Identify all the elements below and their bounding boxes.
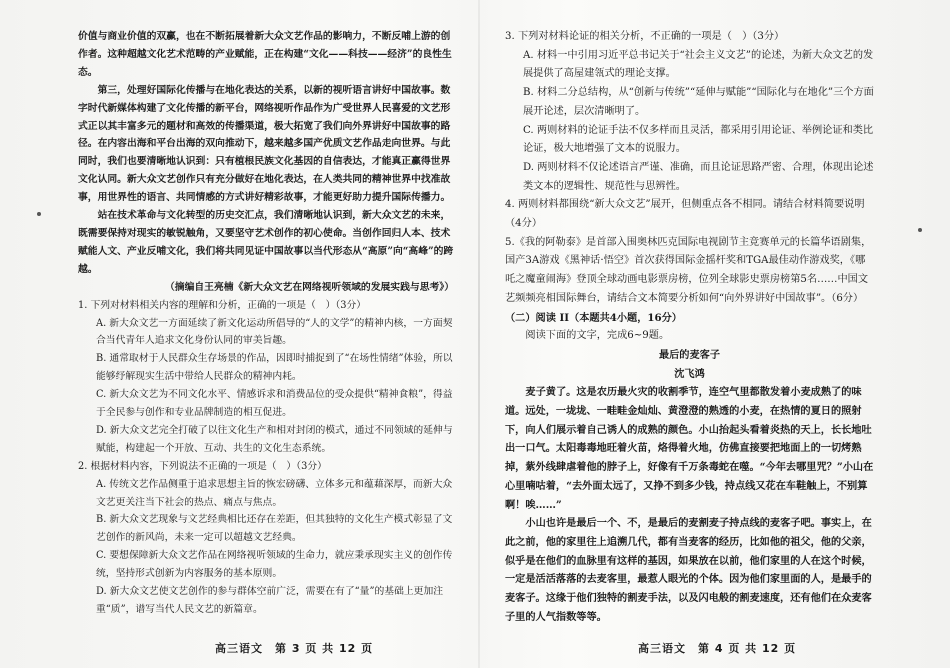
- body-paragraph: 价值与商业价值的双赢，也在不断拓展着新大众文艺作品的影响力，不断反哺上游的创作者。这种超越文化艺术范畴的产业赋能，正在构建“文化——科技——经济”的良性生态。: [78, 31, 452, 78]
- scan-speck: [37, 212, 41, 216]
- question-3-option-b: B. 材料二分总结构，从“创新与传统”“延伸与赋能”“国际化与在地化”三个方面展开论述，层次清晰明了。: [523, 87, 874, 117]
- story-title: 最后的麦客子: [658, 348, 721, 361]
- question-5: 5.《我的阿勒泰》是首部入围奥林匹克国际电视剧节主竞赛单元的长篇华语剧集，国产3A游戏《黑神话·悟空》首次获得国际金摇杆奖和TGA最佳动作游戏奖，《哪吒之魔童闹海》登顶全球动画电影票房榜，位列全球影史票房榜第5名……中国文艺频频亮相国际舞台，请结合文本简要分析如何“向外界讲好中国故事”。（6分）: [505, 236, 872, 304]
- story-author: 沈飞鸿: [674, 367, 705, 380]
- page-footer-left: 高三语文 第 3 页 共 12 页: [215, 642, 374, 655]
- story-paragraph: 麦子黄了。这是农历最火灾的收割季节，连空气里都散发着小麦成熟了的味道。远处，一垅垅、一畦畦金灿灿、黄澄澄的熟透的小麦，在热情的夏日的照射下，向人们展示着自己诱人的成熟的颜色。小山抬起头看着炎热的天上，长长地吐出一口气。太阳毒毒地旺着火苗，烙得着火地，仿佛直接要把地面上的一切烤熟掉，紫外线肆虐着他的脖子上，好像有千万条毒蛇在噬。“今年去哪里咒？”小山在心里喃咕着，“去外面太远了，又挣不到多少钱，持点线又花在车鞋触上，不别算啊！唉……”: [505, 386, 874, 511]
- question-2-option-b: B. 新大众文艺现象与文艺经典相比还存在差距，但其独特的文化生产模式彰显了文艺创作的新风尚，未来一定可以超越文艺经典。: [96, 514, 453, 544]
- question-1-stem: 1. 下列对材料相关内容的理解和分析，正确的一项是（ ）（3分）: [78, 299, 367, 311]
- question-2-option-c: C. 要想保障新大众文艺作品在网络视听领域的生命力，就应秉承现实主义的创作传统，坚持形式创新为内容服务的基本原则。: [96, 550, 453, 580]
- question-1-option-a: A. 新大众文艺一方面延续了新文化运动所倡导的“人的文学”的精神内核，一方面契合当代青年人追求文化身份认同的审美旨趣。: [96, 317, 453, 347]
- question-2-option-a: A. 传统文艺作品侧重于追求思想主旨的恢宏磅礴、立体多元和蕴藉深厚，而新大众文艺更关注当下社会的热点、痛点与焦点。: [96, 478, 453, 508]
- question-1-option-c: C. 新大众文艺为不同文化水平、情感诉求和消费品位的受众提供“精神食粮”，得益于全民参与创作和专业品牌制造的相互促进。: [96, 389, 453, 419]
- story-paragraph: 小山也许是最后一个、不，是最后的麦割麦子持点线的麦客子吧。事实上，在此之前，他的家里往上追溯几代，都有当麦客的经历，比如他的祖父，他的父亲，似乎是在他们的血脉里有这样的基因，如果放在以前，他们家里的人在这个时候，一定是活活落落的去麦客里，最惹人眼光的个体。因为他们家里面的人，是最手的麦客子。这缘于他们独特的割麦手法，以及闪电般的割麦速度，还有他们在众麦客子里的人气指数等等。: [505, 517, 872, 623]
- body-paragraph: 站在技术革命与文化转型的历史交汇点，我们清晰地认识到，新大众文艺的未来，既需要保持对现实的敏锐触角，又要坚守艺术创作的初心使命。当创作回归人本、技术赋能人文、产业反哺文化，我们将共同见证中国故事以当代形态从“高原”向“高峰”的跨越。: [78, 210, 454, 275]
- scan-speck: [918, 228, 922, 232]
- question-3-option-d: D. 两则材料不仅论述语言严谨、准确，而且论证思路严密、合理，体现出论述类文本的逻辑性、规范性与思辨性。: [523, 161, 874, 192]
- question-2-option-d: D. 新大众文艺使文艺创作的参与群体空前广泛，需要在有了“量”的基础上更加注重“质”，谱写当代人民文艺的新篇章。: [96, 586, 444, 615]
- section-heading: （二）阅读 II（本题共4小题，16分）: [505, 311, 682, 324]
- page-4: [505, 28, 874, 628]
- page-3: [78, 28, 454, 628]
- page-footer-right: 高三语文 第 4 页 共 12 页: [638, 642, 797, 655]
- question-2-stem: 2. 根据材料内容，下列说法不正确的一项是（ ）（3分）: [78, 460, 327, 472]
- source-citation: （摘编自王亮楠《新大众文艺在网络视听领域的发展实践与思考》）: [164, 281, 454, 293]
- reading-instruction: 阅读下面的文字，完成6~9题。: [525, 330, 670, 342]
- question-4: 4. 两则材料都围绕“新大众文艺”展开，但侧重点各不相同。请结合材料简要说明（4分）: [505, 199, 865, 230]
- question-3-stem: 3. 下列对材料论证的相关分析，不正确的一项是（ ）（3分）: [505, 31, 785, 42]
- question-1-option-d: D. 新大众文艺完全打破了以往文化生产和相对封闭的模式，通过不同领域的延伸与赋能，构建起一个开放、互动、共生的文化生态系统。: [96, 424, 453, 454]
- body-paragraph: 第三，处理好国际化传播与在地化表达的关系，以新的视听语言讲好中国故事。数字时代新媒体构建了文化传播的新平台，网络视听作品作为广受世界人民喜爱的文艺形式正以其丰富多元的题材和高效的传播渠道，极大拓宽了我们向外界讲好中国故事的路径。在内容出海和平台出海的双向推动下，越来越多国产优质文艺作品走向世界。与此同时，我们也要清晰地认识到：只有植根民族文化基因的自信表达，才能真正赢得世界文化认同。新大众文艺创作只有充分做好在地化表达，在人类共同的精神世界中找准故事，用世界性的语言、共同情感的方式讲好精彩故事，才能更好助力提升国际传播力。: [78, 84, 451, 204]
- question-3-option-a: A. 材料一中引用习近平总书记关于“社会主义文艺”的论述，为新大众文艺的发展提供了高屋建瓴式的理论支撑。: [523, 49, 874, 80]
- question-1-option-b: B. 通常取材于人民群众生存场景的作品，因即时捕捉到了“在场性情绪”体验，所以能够纾解现实生活中带给人民群众的精神内耗。: [96, 353, 453, 383]
- question-3-option-c: C. 两则材料的论证手法不仅多样而且灵活，都采用引用论证、举例论证和类比论证，极大地增强了文本的说服力。: [523, 124, 874, 155]
- center-fold: [478, 0, 480, 668]
